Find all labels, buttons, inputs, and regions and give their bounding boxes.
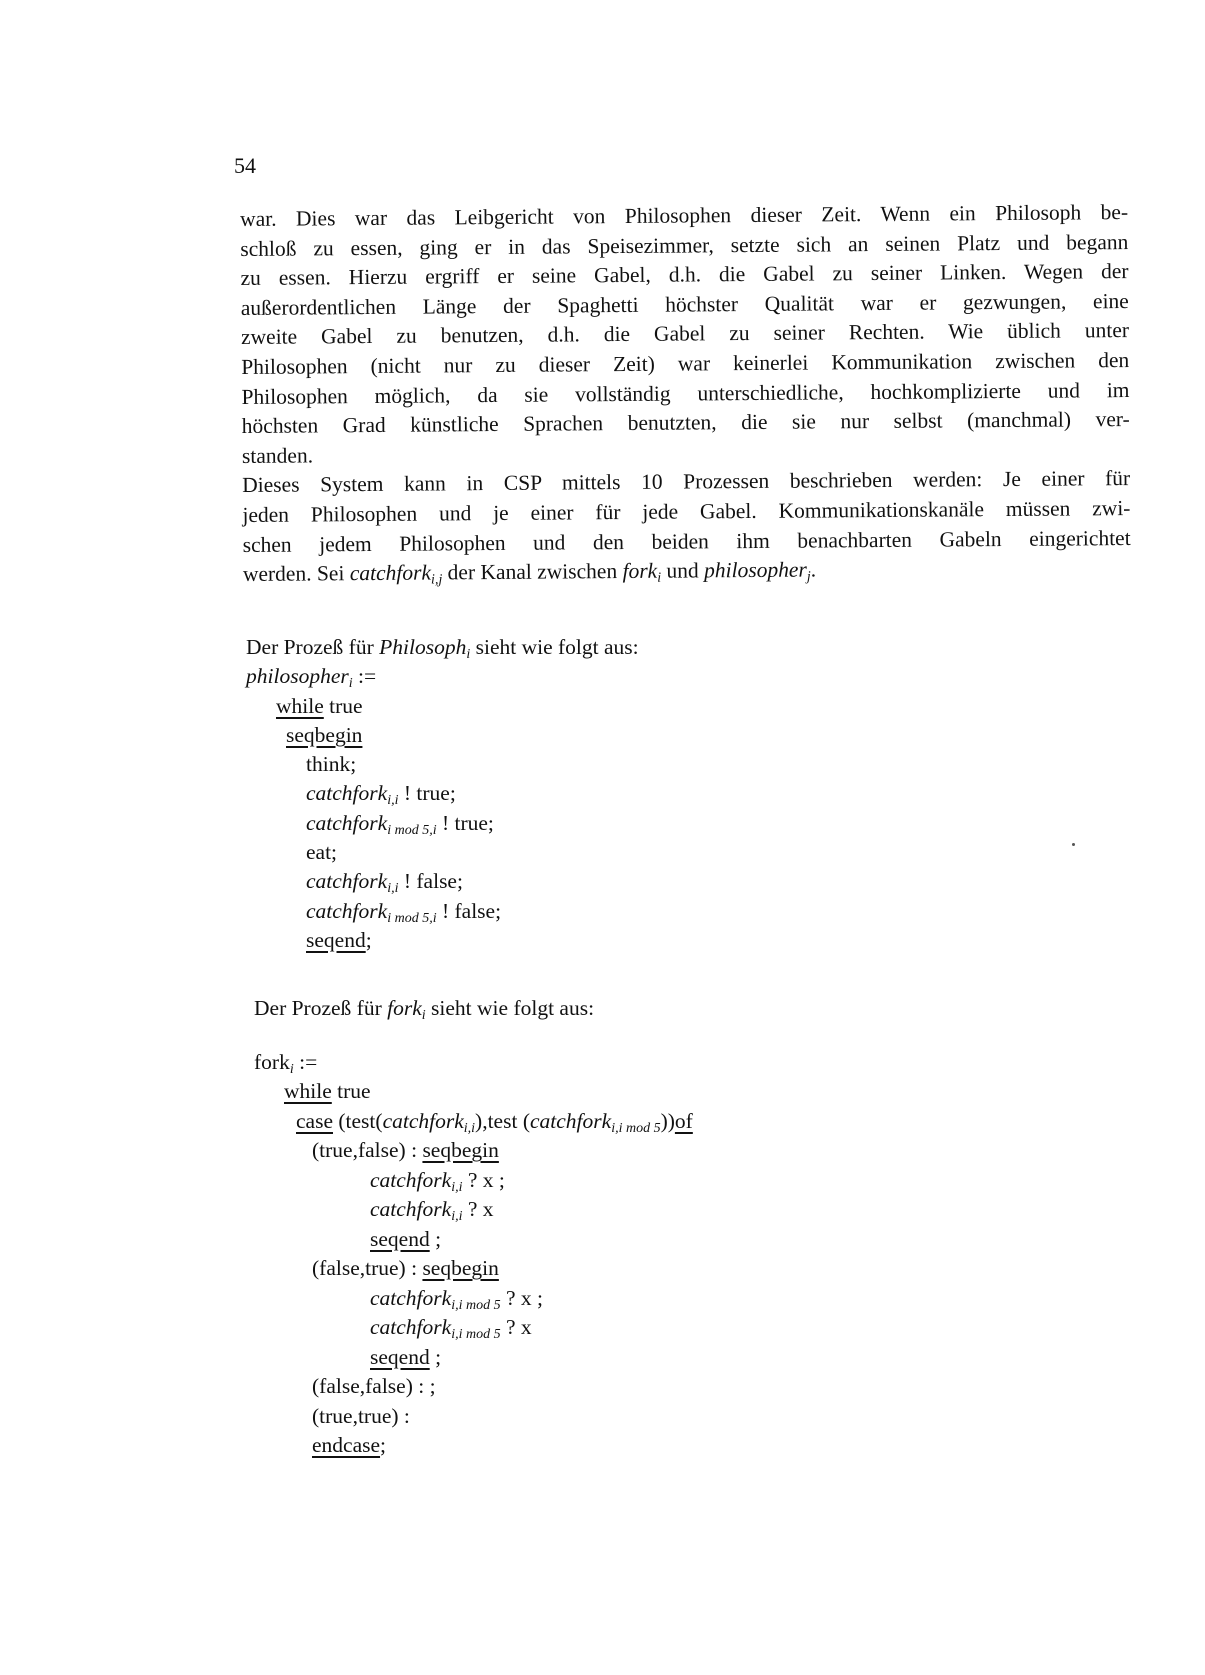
- text-line: jeden Philosophen und je einer für jede Gabel. Kommunikationskanäle müssen zwi-: [242, 495, 1131, 527]
- keyword: seqend: [370, 1344, 430, 1369]
- math-term: philosopher: [703, 557, 807, 583]
- text-fragment: ;: [365, 927, 372, 952]
- paragraph-1: [240, 198, 1130, 471]
- math-subscript: i mod 5,i: [387, 822, 437, 838]
- text-fragment: ),test (: [475, 1108, 530, 1133]
- code-line: [246, 926, 639, 955]
- text-fragment: eat;: [306, 840, 338, 865]
- math-subscript: i,i: [387, 793, 399, 809]
- math-term: catchfork: [370, 1285, 452, 1310]
- text-fragment: ! false;: [398, 869, 463, 894]
- keyword: seqend: [306, 927, 366, 952]
- keyword: seqbegin: [422, 1138, 499, 1162]
- code-line: [246, 750, 639, 779]
- paragraph-2: [242, 464, 1131, 589]
- code-line: [254, 1136, 693, 1166]
- keyword: while: [276, 693, 324, 718]
- code-line: [254, 1254, 693, 1284]
- text-fragment: ! true;: [436, 810, 494, 835]
- math-subscript: i: [289, 1061, 294, 1077]
- text-line: Dieses System kann in CSP mittels 10 Prozessen beschrieben werden: Je einer für: [242, 466, 1131, 498]
- code-line: [254, 1372, 693, 1402]
- fork-intro: [254, 994, 693, 1024]
- math-term: fork: [387, 996, 422, 1020]
- text-fragment: true: [323, 693, 363, 718]
- text-fragment: .: [810, 557, 817, 582]
- text-line: schen jedem Philosophen und den beiden ihm benachbarten Gabeln eingerichtet: [242, 525, 1131, 557]
- text-fragment: ;: [429, 1226, 442, 1251]
- text-fragment: think;: [306, 752, 357, 777]
- math-term: catchfork: [370, 1315, 452, 1339]
- page-number: 54: [234, 153, 256, 178]
- text-line: standen.: [241, 443, 314, 468]
- code-line: [254, 1343, 693, 1373]
- math-subscript: i,i mod 5: [451, 1327, 501, 1342]
- math-subscript: i: [657, 570, 662, 586]
- keyword: of: [674, 1108, 693, 1133]
- text-fragment: ? x ;: [462, 1167, 505, 1192]
- code-line: [254, 1313, 693, 1343]
- code-line: [246, 897, 639, 926]
- code-line: [254, 1284, 693, 1314]
- text-fragment: : ;: [412, 1374, 436, 1398]
- math-term: philosopher: [246, 664, 349, 689]
- math-term: catchfork: [306, 810, 388, 835]
- fork-process-code: [254, 994, 693, 1461]
- scan-speck: [1072, 843, 1075, 846]
- body-text: [240, 198, 1131, 590]
- keyword: seqbegin: [286, 722, 363, 747]
- text-fragment: ! true;: [398, 781, 456, 806]
- code-line: [246, 779, 639, 808]
- math-subscript: i,i mod 5: [451, 1297, 501, 1313]
- math-subscript: i,i: [451, 1179, 463, 1195]
- text-fragment: :=: [352, 664, 377, 689]
- math-subscript: i mod 5,i: [387, 910, 437, 926]
- text-fragment: ;: [429, 1344, 442, 1369]
- text-fragment: (true,true) :: [312, 1403, 410, 1428]
- text-line: außerordentlichen Länge der Spaghetti höchster Qualität war er gezwungen, eine: [240, 288, 1129, 320]
- code-line: [254, 1107, 693, 1137]
- text-line: war. Dies war das Leibgericht von Philosophen dieser Zeit. Wenn ein Philosoph be-: [240, 200, 1129, 231]
- text-fragment: der Kanal zwischen: [442, 559, 623, 585]
- text-fragment: (false,true) :: [312, 1256, 423, 1280]
- math-subscript: i,i mod 5: [611, 1120, 661, 1136]
- math-subscript: i,i: [451, 1209, 463, 1224]
- text-fragment: (true,false) :: [312, 1138, 423, 1162]
- text-fragment: sieht wie folgt aus:: [425, 996, 595, 1020]
- math-term: catchfork: [349, 560, 432, 586]
- math-subscript: i: [421, 1008, 426, 1023]
- math-subscript: i: [348, 676, 353, 692]
- code-line: [254, 1402, 693, 1432]
- text-line: schloß zu essen, ging er in das Speisezimmer, setzte sich an seinen Platz und begann: [240, 229, 1129, 261]
- text-fragment: :=: [293, 1049, 318, 1074]
- text-fragment: ? x ;: [500, 1285, 543, 1310]
- code-line: [246, 838, 639, 867]
- math-term: fork: [622, 558, 658, 584]
- math-term: catchfork: [370, 1197, 452, 1221]
- text-fragment: werden. Sei: [242, 561, 350, 587]
- math-subscript: i,j: [430, 572, 443, 588]
- code-line: [246, 867, 639, 896]
- math-term: catchfork: [306, 898, 388, 923]
- math-term: catchfork: [306, 781, 388, 806]
- code-line: [254, 1225, 693, 1255]
- philosopher-process-code: [246, 633, 639, 955]
- text-fragment: ;: [380, 1433, 387, 1457]
- text-line: [243, 553, 1131, 590]
- text-fragment: Der Prozeß für: [254, 996, 388, 1020]
- philosopher-intro: [246, 633, 639, 662]
- keyword: seqend: [370, 1226, 430, 1251]
- text-fragment: ? x: [500, 1315, 532, 1339]
- math-subscript: i: [466, 647, 471, 662]
- code-line: [254, 1195, 693, 1225]
- text-line: höchsten Grad künstliche Sprachen benutzten, die sie nur selbst (manchmal) ver-: [241, 407, 1130, 439]
- text-fragment: )): [660, 1108, 675, 1133]
- code-line: [254, 1431, 693, 1461]
- keyword: case: [296, 1108, 333, 1133]
- text-fragment: (false,false): [312, 1374, 413, 1398]
- code-line: [246, 692, 639, 721]
- text-fragment: fork: [254, 1049, 290, 1074]
- keyword: seqbegin: [422, 1256, 499, 1280]
- math-term: catchfork: [306, 869, 388, 894]
- keyword: while: [284, 1079, 332, 1103]
- text-fragment: ? x: [462, 1197, 494, 1221]
- math-term: catchfork: [529, 1108, 612, 1133]
- math-term: catchfork: [382, 1108, 464, 1133]
- text-line: zweite Gabel zu benutzen, d.h. die Gabel zu seiner Rechten. Wie üblich unter: [240, 318, 1130, 350]
- text-line: Philosophen (nicht nur zu dieser Zeit) war keinerlei Kommunikation zwischen den: [241, 347, 1130, 379]
- text-fragment: sieht wie folgt aus:: [470, 635, 639, 659]
- spacer: [254, 1024, 693, 1048]
- text-line: Philosophen möglich, da sie vollständig unterschiedliche, hochkomplizierte und im: [241, 377, 1130, 409]
- code-line: [246, 809, 639, 838]
- text-fragment: ! false;: [436, 898, 502, 923]
- text-fragment: true: [331, 1079, 371, 1103]
- code-line: [254, 1166, 693, 1196]
- code-line: [246, 721, 639, 750]
- math-subscript: i,i: [387, 881, 399, 897]
- math-subscript: i,i: [463, 1120, 476, 1136]
- math-term: catchfork: [370, 1167, 452, 1192]
- code-line: [254, 1048, 693, 1078]
- code-line: [246, 662, 639, 691]
- code-line: [254, 1077, 693, 1107]
- text-fragment: Der Prozeß für: [246, 635, 380, 659]
- math-term: Philosoph: [379, 635, 467, 659]
- text-fragment: und: [660, 558, 705, 583]
- keyword: endcase: [312, 1433, 381, 1457]
- math-subscript: j: [806, 569, 811, 585]
- text-line: zu essen. Hierzu ergriff er seine Gabel, d.h. die Gabel zu seiner Linken. Wegen der: [240, 259, 1129, 291]
- text-fragment: (test(: [333, 1108, 383, 1133]
